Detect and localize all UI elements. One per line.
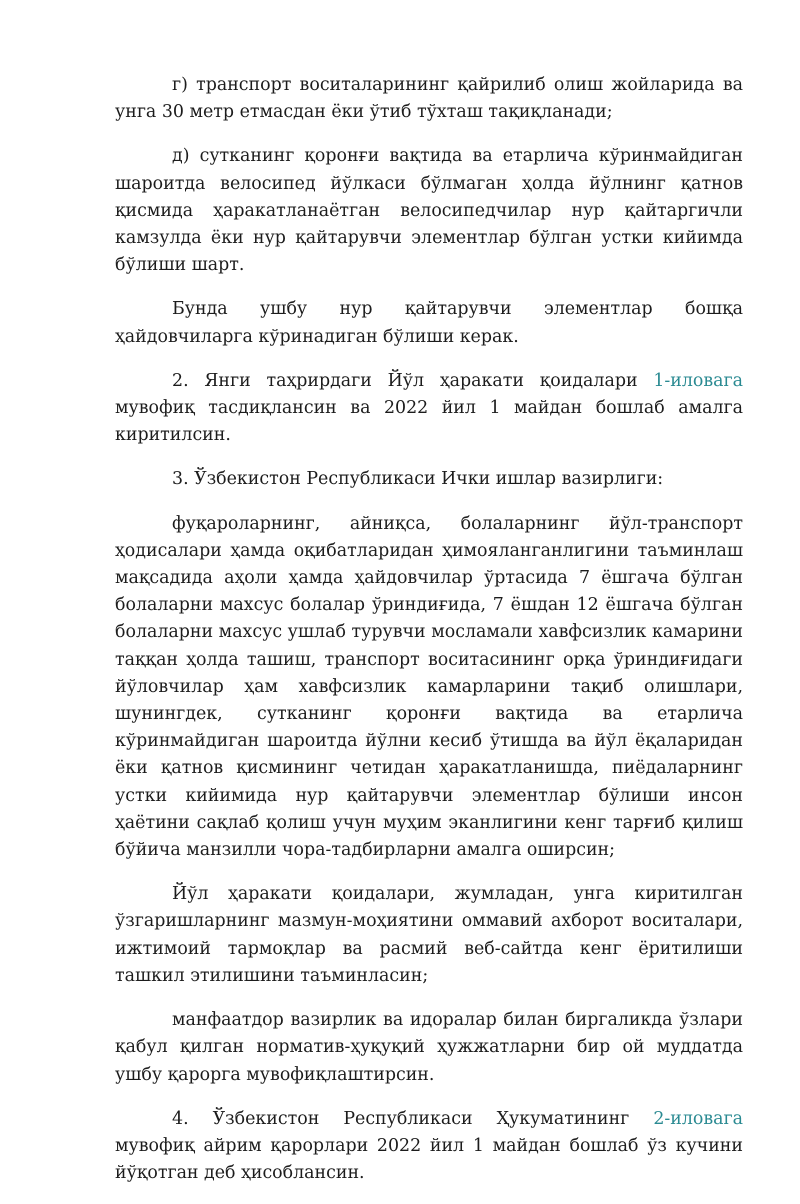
paragraph-bunda: Бунда ушбу нур қайтарувчи элементлар бошқа ҳайдовчиларга кўринадиган бўлиши керак.: [115, 299, 743, 347]
appendix-1-link[interactable]: 1-иловага: [653, 370, 743, 391]
clause-4-text-after: мувофиқ айрим қарорлари 2022 йил 1 майдан бошлаб ўз кучини йўқотган деб ҳисоблансин.: [115, 1135, 743, 1184]
appendix-2-link[interactable]: 2-иловага: [653, 1108, 743, 1129]
paragraph-item-g: г) транспорт воситаларининг қайрилиб олиш жойларида ва унга 30 метр етмасдан ёки ўтиб тўхташ тақиқланади;: [115, 75, 743, 123]
paragraph-clause-2: [115, 368, 743, 450]
paragraph-clause-3-task-2: Йўл ҳаракати қоидалари, жумладан, унга киритилган ўзгаришларнинг мазмун-моҳиятини оммавий ахборот воситалари, ижтимоий тармоқлар ва расмий веб-сайтда кенг ёритилиши ташкил этилишини таъминласин;: [115, 884, 743, 986]
clause-4-text-before: 4. Ўзбекистон Республикаси Ҳукуматининг: [172, 1108, 654, 1129]
paragraph-clause-4: [115, 1106, 743, 1188]
paragraph-clause-3-task-3: манфаатдор вазирлик ва идоралар билан биргаликда ўзлари қабул қилган норматив-ҳуқуқий ҳужжатларни бир ой муддатда ушбу қарорга мувофиқлаштирсин.: [115, 1010, 743, 1085]
clause-2-text-after: мувофиқ тасдиқлансин ва 2022 йил 1 майдан бошлаб амалга киритилсин.: [115, 398, 743, 446]
paragraph-clause-3-task-1: фуқароларнинг, айниқса, болаларнинг йўл-транспорт ҳодисалари ҳамда оқибатларидан ҳимояланганлигини таъминлаш мақсадида аҳоли ҳамда ҳайдовчилар ўртасида 7 ёшгача бўлган болаларни махсус болалар ўриндиғида, 7 ёшдан 12 ёшгача бўлган болаларни махсус ушлаб турувчи мосламали хавфсизлик камарини таққан ҳолда ташиш, транспорт воситасининг орқа ўриндиғидаги йўловчилар ҳам хавфсизлик камарларини тақиб олишлари, шунингдек, сутканинг қоронғи вақтида ва етарлича кўринмайдиган шароитда йўлни кесиб ўтишда ва йўл ёқаларидан ёки қатнов қисмининг четидан ҳаракатланишда, пиёдаларнинг устки кийимида нур қайтарувчи элементлар бўлиши инсон ҳаётини сақлаб қолиш учун муҳим эканлигини кенг тарғиб қилиш бўйича манзилли чора-тадбирларни амалга оширсин;: [115, 513, 743, 861]
paragraph-item-d: д) сутканинг қоронғи вақтида ва етарлича кўринмайдиган шароитда велосипед йўлкаси бўлмаган ҳолда йўлнинг қатнов қисмида ҳаракатланаётган велосипедчилар нур қайтаргичли камзулда ёки нур қайтарувчи элементлар бўлган устки кийимда бўлиши шарт.: [115, 146, 743, 276]
clause-2-text-before: 2. Янги таҳрирдаги Йўл ҳаракати қоидалари: [172, 370, 654, 391]
document-body: [115, 72, 743, 1204]
paragraph-clause-3: 3. Ўзбекистон Республикаси Ички ишлар вазирлиги:: [172, 469, 664, 490]
